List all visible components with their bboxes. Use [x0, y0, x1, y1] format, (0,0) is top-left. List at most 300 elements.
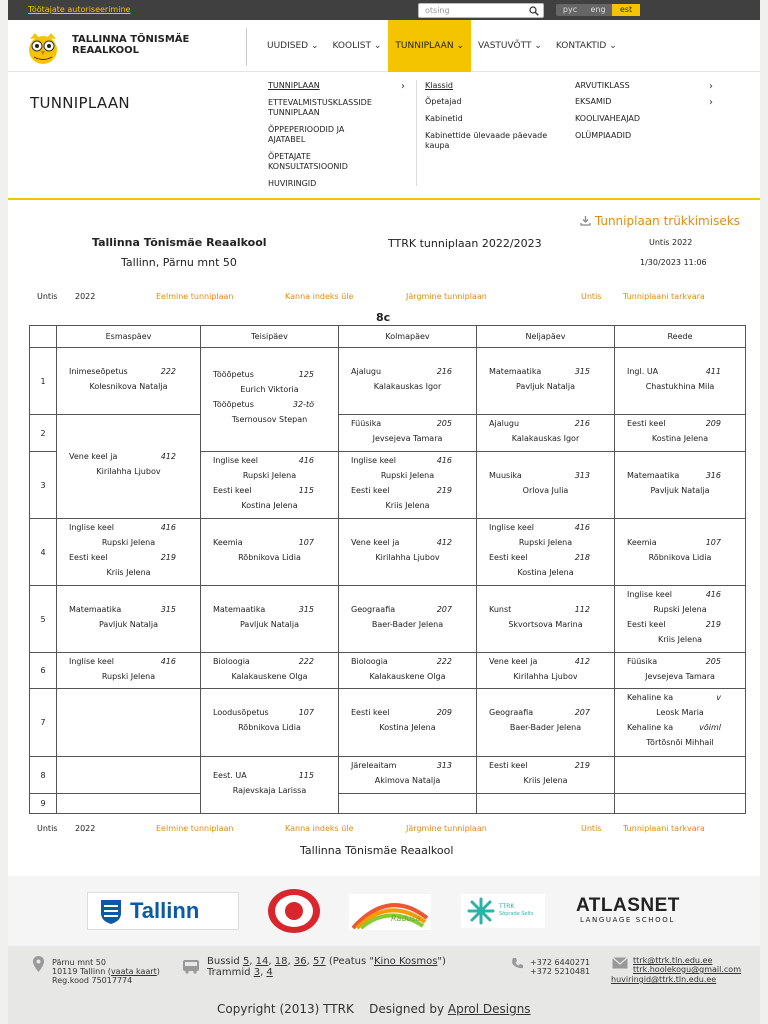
lesson-cell [477, 757, 615, 794]
next-timetable-link[interactable]: Järgmine tunniplaan [406, 292, 487, 301]
lesson-room: 416 [436, 456, 452, 465]
lesson-teacher: Tsernousov Stepan [231, 415, 308, 424]
lesson-cell [57, 415, 201, 519]
map-link[interactable]: vaata kaart [110, 967, 157, 976]
chevron-right-icon: › [709, 97, 713, 108]
lesson-teacher: Leosk Maria [656, 708, 704, 717]
bus-prefix: Bussid [207, 956, 240, 967]
lesson-cell [477, 348, 615, 415]
search-input[interactable] [418, 3, 544, 18]
chevron-right-icon: › [709, 81, 713, 92]
period-row [30, 415, 746, 452]
lesson-subject: Eesti keel [489, 553, 528, 562]
submenu-eksamid[interactable]: EKSAMID [575, 97, 612, 106]
lesson-subject: Füüsika [351, 419, 382, 428]
lesson-teacher: Kostina Jelena [379, 723, 436, 732]
lesson-subject: Matemaatika [69, 604, 122, 614]
nav-untis: Untis [37, 292, 58, 301]
lesson-room: 219 [574, 761, 590, 770]
submenu-opetajad[interactable]: Õpetajad [425, 97, 462, 106]
submenu-divider [416, 80, 417, 186]
submenu-klassid[interactable]: Klassid [425, 81, 454, 90]
lesson-room: v [716, 693, 721, 702]
chevron-down-icon: ⌄ [534, 41, 542, 51]
lesson-room: 412 [436, 537, 452, 547]
print-timetable-link[interactable] [580, 214, 740, 228]
mail-icon [612, 957, 628, 969]
lesson-cell [201, 586, 339, 653]
lesson-subject: Eest. UA [213, 770, 247, 780]
lesson-cell [201, 519, 339, 586]
lesson-subject: Matemaatika [489, 366, 542, 376]
lesson-room: 205 [436, 419, 452, 428]
lesson-teacher: Rõbnikova Lidia [238, 723, 301, 732]
chevron-down-icon: ⌄ [310, 41, 319, 51]
radusa-text: Radusa [391, 914, 421, 923]
submenu-kabinettide-2[interactable]: kaupa [425, 141, 450, 150]
lesson-teacher: Kirilahha Ljubov [96, 467, 161, 476]
radusa-logo[interactable] [349, 894, 431, 930]
period-row [30, 653, 746, 689]
lang-ru[interactable]: рус [562, 5, 578, 14]
lesson-teacher: Rajevskaja Larissa [232, 785, 307, 795]
map-pin-icon [33, 956, 44, 972]
lesson-teacher: Kriis Jelena [385, 501, 430, 510]
lesson-cell [57, 586, 201, 653]
submenu-huviringid[interactable]: HUVIRINGID [268, 179, 317, 188]
lesson-room: 416 [298, 456, 314, 465]
lang-en[interactable]: eng [590, 5, 606, 14]
tunniplaan-submenu [8, 72, 760, 200]
lesson-subject: Geograafia [351, 604, 396, 614]
tram-prefix: Trammid [207, 967, 251, 978]
lesson-room: 222 [436, 657, 452, 666]
bus-icon [182, 959, 200, 974]
atlasnet-logo[interactable] [576, 896, 686, 930]
lesson-cell [339, 653, 477, 689]
lesson-subject: Bioloogia [213, 657, 250, 666]
lesson-subject: Loodusõpetus [213, 708, 269, 717]
lesson-teacher: Akimova Natalja [374, 776, 441, 785]
tram-link[interactable]: 3 [253, 967, 261, 978]
lesson-cell [339, 519, 477, 586]
bus-link[interactable]: 14 [255, 956, 269, 967]
lesson-subject: Eesti keel [213, 486, 252, 495]
email-link[interactable]: huviringid@ttrk.tln.edu.ee [611, 975, 717, 984]
lang-et[interactable]: est [612, 4, 640, 16]
lesson-room: 219 [436, 486, 452, 495]
lesson-room: 416 [160, 523, 176, 532]
untis-link[interactable]: Untis [581, 292, 602, 301]
lesson-teacher: Rupski Jelena [518, 538, 573, 547]
lesson-room: 216 [436, 366, 452, 376]
day-header: Neljapäev [477, 326, 615, 348]
lesson-cell [615, 757, 746, 794]
bus-link[interactable]: 57 [312, 956, 326, 967]
lesson-cell [57, 348, 201, 415]
lesson-cell [615, 653, 746, 689]
period-row [30, 794, 746, 814]
email-link[interactable]: ttrk@ttrk.tln.edu.ee [633, 956, 713, 965]
bus-link[interactable]: 5 [242, 956, 250, 967]
lesson-subject: Bioloogia [351, 657, 388, 666]
lesson-room: 205 [705, 657, 721, 666]
sport-club-logo[interactable] [267, 888, 321, 934]
lesson-teacher: Kolesnikova Natalja [89, 381, 168, 391]
ttrk-friends-sub: Sõprade Selts [499, 911, 534, 917]
rainbow-icon [349, 894, 431, 930]
period-number: 9 [30, 794, 57, 814]
period-number: 5 [30, 586, 57, 653]
lesson-subject: Ajalugu [489, 419, 520, 428]
prev-timetable-link-bottom[interactable]: Eelmine tunniplaan [156, 824, 234, 833]
lesson-room: 313 [574, 470, 590, 480]
download-icon [580, 215, 591, 226]
nav-kontaktid[interactable] [549, 20, 624, 72]
lesson-subject: Vene keel ja [69, 452, 118, 461]
chevron-down-icon: ⌄ [373, 41, 382, 51]
tt-title: TTRK tunniplaan 2022/2023 [388, 237, 542, 250]
submenu-tunniplaan[interactable]: TUNNIPLAAN [268, 81, 320, 90]
lesson-teacher: Baer-Bader Jelena [509, 723, 582, 732]
lesson-subject: Geograafia [489, 708, 534, 717]
period-row [30, 348, 746, 415]
lesson-subject: Tööõpetus [213, 400, 254, 409]
sponsor-logos [8, 876, 760, 946]
lesson-room: 107 [298, 708, 314, 717]
footer-phone-1[interactable]: +372 6440271 [530, 958, 591, 967]
lesson-cell [477, 689, 615, 757]
lesson-teacher: Pavljuk Natalja [98, 619, 159, 629]
prev-timetable-link[interactable]: Eelmine tunniplaan [156, 292, 234, 301]
period-number: 8 [30, 757, 57, 794]
submenu-oppeperioodid-1[interactable]: ÕPPEPERIOODID JA [268, 125, 345, 134]
lesson-subject: Inglise keel [489, 523, 534, 532]
lesson-cell [201, 757, 339, 814]
class-title: 8c [376, 311, 391, 324]
lesson-room: 107 [705, 537, 721, 547]
address-city: 10119 Tallinn ( [52, 967, 111, 976]
lesson-cell [339, 794, 477, 814]
lesson-room: 218 [574, 553, 590, 562]
lesson-room: 222 [160, 366, 176, 376]
lesson-subject: Kehaline ka [627, 723, 674, 732]
lesson-subject: Keemia [213, 537, 243, 547]
tt-date: 1/30/2023 11:06 [640, 258, 707, 267]
lesson-teacher: Jevsejeva Tamara [372, 434, 443, 443]
lesson-cell [615, 519, 746, 586]
lesson-teacher: Kostina Jelena [517, 568, 574, 577]
period-row [30, 519, 746, 586]
software-link-bottom[interactable]: Tunniplaani tarkvara [623, 824, 705, 833]
footer [8, 946, 760, 1024]
lesson-room: võiml [699, 723, 721, 732]
index-link-bottom[interactable]: Kanna indeks üle [285, 824, 354, 833]
lesson-room: 219 [160, 553, 176, 562]
lesson-subject: Inimeseõpetus [69, 366, 128, 376]
chevron-right-icon: › [401, 81, 405, 92]
lesson-teacher: Kalakauskene Olga [231, 672, 308, 681]
software-link[interactable]: Tunniplaani tarkvara [623, 292, 705, 301]
address-paren: ) [156, 967, 160, 976]
lesson-cell [615, 689, 746, 757]
lesson-cell [339, 348, 477, 415]
index-link[interactable]: Kanna indeks üle [285, 292, 354, 301]
timetable-grid [29, 325, 746, 814]
day-header-row [30, 326, 746, 348]
stop-suffix: ") [437, 956, 446, 967]
submenu-ettevalmistus-2[interactable]: TUNNIPLAAN [268, 108, 320, 117]
lesson-cell [339, 452, 477, 519]
staff-login-link[interactable]: Töötajate autoriseerimine [28, 5, 131, 14]
period-number: 3 [30, 452, 57, 519]
atlasnet-sub: LANGUAGE SCHOOL [580, 916, 675, 924]
nav-label: TUNNIPLAAN [395, 41, 454, 51]
lesson-cell [57, 757, 201, 794]
day-header: Esmaspäev [57, 326, 201, 348]
untis-link-bottom[interactable]: Untis [581, 824, 602, 833]
footer-address-2 [52, 967, 160, 976]
lesson-room: 411 [705, 366, 721, 376]
lesson-cell [477, 452, 615, 519]
search-icon[interactable] [529, 6, 539, 16]
lesson-room: 112 [574, 604, 590, 614]
period-row [30, 757, 746, 794]
lesson-subject: Vene keel ja [489, 657, 538, 666]
footer-regcode: Reg.kood 75017774 [52, 976, 133, 985]
lesson-cell [615, 794, 746, 814]
footer-email-1[interactable] [633, 956, 712, 965]
lesson-teacher: Kalakauskas Igor [511, 434, 580, 443]
lesson-teacher: Rupski Jelena [380, 471, 435, 480]
nav-vastuvott[interactable] [471, 20, 549, 72]
search-placeholder: otsing [425, 6, 450, 15]
chevron-down-icon: ⌄ [456, 41, 464, 51]
submenu-arvutiklass[interactable]: ARVUTIKLASS [575, 81, 630, 90]
snowflake-icon [467, 897, 495, 925]
lesson-subject: Eesti keel [627, 620, 666, 629]
school-name[interactable] [72, 34, 232, 56]
lesson-subject: Matemaatika [213, 604, 266, 614]
lesson-subject: Tööõpetus [213, 370, 254, 379]
phone-icon [511, 957, 524, 970]
lesson-teacher: Kirilahha Ljubov [513, 672, 578, 681]
lesson-cell [339, 586, 477, 653]
period-number: 7 [30, 689, 57, 757]
lesson-cell [477, 794, 615, 814]
lesson-room: 412 [574, 657, 590, 666]
lesson-subject: Füüsika [627, 657, 658, 666]
lesson-room: 222 [298, 657, 314, 666]
footer-email-2[interactable] [633, 965, 741, 974]
lesson-subject: Eesti keel [351, 708, 390, 717]
day-header: Kolmapäev [339, 326, 477, 348]
lesson-room: 207 [574, 708, 590, 717]
submenu-title: TUNNIPLAAN [30, 94, 130, 112]
submenu-ettevalmistus-1[interactable]: ETTEVALMISTUSKLASSIDE [268, 98, 372, 107]
header [8, 20, 760, 72]
header-divider [246, 28, 247, 66]
lesson-room: 32-tö [292, 400, 314, 409]
tt-address: Tallinn, Pärnu mnt 50 [121, 256, 237, 269]
lesson-teacher: Pavljuk Natalja [650, 485, 710, 495]
footer-trams: Trammid 3, 4 [207, 967, 273, 978]
lesson-teacher: Pavljuk Natalja [515, 381, 576, 391]
footer-phone-2[interactable]: +372 5210481 [530, 967, 591, 976]
school-name-line2: REAALKOOL [72, 45, 140, 56]
bus-link[interactable]: 36 [293, 956, 307, 967]
submenu-kabinettide-1[interactable]: Kabinettide ülevaade päevade [425, 131, 548, 140]
lesson-room: 416 [705, 590, 721, 599]
nav-koolist[interactable] [326, 20, 389, 72]
nav-year: 2022 [75, 292, 96, 301]
lesson-teacher: Orlova Julia [522, 485, 569, 495]
lesson-cell [615, 586, 746, 653]
lesson-teacher: Kalakauskas Igor [373, 381, 442, 391]
lesson-cell [615, 415, 746, 452]
lesson-teacher: Rõbnikova Lidia [238, 552, 301, 562]
nav-label: KOOLIST [332, 41, 371, 51]
chevron-down-icon: ⌄ [609, 41, 617, 51]
lesson-teacher: Kriis Jelena [657, 635, 703, 644]
submenu-konsultatsioonid-2[interactable]: KONSULTATSIOONID [268, 162, 348, 171]
lesson-subject: Kunst [489, 604, 512, 614]
lesson-cell [477, 519, 615, 586]
lesson-teacher: Pavljuk Natalja [239, 619, 300, 629]
lesson-cell [201, 348, 339, 452]
lesson-subject: Matemaatika [627, 470, 680, 480]
period-number: 2 [30, 415, 57, 452]
lesson-subject: Eesti keel [627, 419, 666, 428]
print-link-label: Tunniplaan trükkimiseks [594, 214, 740, 228]
lesson-subject: Ajalugu [351, 366, 382, 376]
lesson-room: 207 [436, 604, 452, 614]
tt-school: Tallinna Tõnismäe Reaalkool [92, 236, 267, 249]
lesson-teacher: Kriis Jelena [523, 776, 568, 785]
lesson-subject: Inglise keel [69, 523, 114, 532]
tt-untis: Untis 2022 [649, 238, 693, 247]
nav-year-bottom: 2022 [75, 824, 96, 833]
lesson-cell [339, 757, 477, 794]
designed-by-text: Designed by [369, 1002, 445, 1016]
lesson-room: 412 [160, 452, 176, 461]
lesson-subject: Eesti keel [351, 486, 390, 495]
designer-link[interactable]: Aprol Designs [447, 1002, 531, 1016]
lesson-cell [339, 415, 477, 452]
lesson-subject: Kehaline ka [627, 693, 674, 702]
nav-uudised[interactable] [260, 20, 326, 72]
tram-link[interactable]: 4 [266, 967, 273, 978]
lesson-cell [57, 519, 201, 586]
lesson-room: 216 [574, 419, 590, 428]
tallinn-logo[interactable] [87, 892, 239, 930]
school-name-line1: TALLINNA TÕNISMÄE [72, 34, 190, 45]
lesson-room: 209 [705, 419, 721, 428]
copyright [217, 1002, 531, 1016]
bus-link[interactable]: 18 [274, 956, 288, 967]
period-number: 6 [30, 653, 57, 689]
next-timetable-link-bottom[interactable]: Järgmine tunniplaan [406, 824, 487, 833]
lesson-subject: Ingl. UA [627, 366, 659, 376]
lesson-cell [201, 653, 339, 689]
lesson-subject: Eesti keel [489, 761, 528, 770]
period-number: 4 [30, 519, 57, 586]
tt-footer-school: Tallinna Tõnismäe Reaalkool [300, 844, 454, 857]
lesson-room: 416 [574, 523, 590, 532]
submenu-koolivaheajad[interactable]: KOOLIVAHEAJAD [575, 114, 641, 123]
lesson-subject: Keemia [627, 537, 657, 547]
lesson-room: 219 [705, 620, 721, 629]
lesson-subject: Inglise keel [213, 456, 258, 465]
lesson-teacher: Kostina Jelena [651, 434, 709, 443]
lesson-teacher: Rupski Jelena [653, 605, 707, 614]
lesson-teacher: Eurich Viktoria [240, 385, 299, 394]
submenu-kabinetid[interactable]: Kabinetid [425, 114, 463, 123]
period-number: 1 [30, 348, 57, 415]
lesson-room: 209 [436, 708, 452, 717]
nav-tunniplaan[interactable] [388, 20, 471, 72]
lesson-teacher: Rupski Jelena [101, 672, 156, 681]
lesson-room: 107 [298, 537, 314, 547]
submenu-olumpiaadid[interactable]: OLÜMPIAADID [575, 131, 632, 140]
period-row [30, 689, 746, 757]
footer-email-3[interactable] [611, 975, 716, 984]
lesson-cell [339, 689, 477, 757]
lesson-subject: Vene keel ja [351, 537, 400, 547]
lesson-subject: Eesti keel [69, 553, 108, 562]
day-header: Reede [615, 326, 746, 348]
nav-untis-bottom: Untis [37, 824, 58, 833]
lesson-cell [477, 653, 615, 689]
email-link[interactable]: ttrk.hoolekogu@gmail.com [633, 965, 741, 974]
ttrk-friends-logo[interactable] [461, 894, 545, 928]
lesson-teacher: Kriis Jelena [106, 568, 151, 577]
lesson-cell [201, 452, 339, 519]
lesson-subject: Inglise keel [351, 456, 396, 465]
timetable-content [8, 200, 760, 876]
ttrk-friends-title: TTRK [499, 903, 515, 910]
lesson-subject: Inglise keel [627, 590, 672, 599]
lesson-teacher: Tõrtõsnõi Mihhail [646, 738, 714, 747]
lesson-subject: Inglise keel [69, 657, 114, 666]
lesson-teacher: Rupski Jelena [101, 538, 156, 547]
submenu-konsultatsioonid-1[interactable]: ÕPETAJATE [268, 152, 311, 161]
lesson-teacher: Kirilahha Ljubov [375, 552, 440, 562]
lesson-cell [57, 794, 201, 814]
lesson-teacher: Skvortsova Marina [508, 619, 583, 629]
nav-label: VASTUVÕTT [477, 41, 532, 51]
tallinn-logo-text: Tallinn [130, 898, 200, 923]
lesson-teacher: Rõbnikova Lidia [648, 552, 712, 562]
corner-cell [30, 326, 57, 348]
lesson-cell [477, 586, 615, 653]
owl-logo[interactable] [25, 29, 61, 65]
top-bar [8, 0, 760, 20]
lesson-room: 315 [574, 366, 590, 376]
lesson-room: 315 [298, 604, 314, 614]
lesson-cell [57, 689, 201, 757]
lesson-teacher: Kalakauskene Olga [369, 672, 446, 681]
stop-prefix: (Peatus " [328, 956, 374, 967]
lesson-room: 115 [298, 770, 314, 780]
lesson-room: 125 [298, 370, 314, 379]
lesson-room: 316 [705, 470, 721, 480]
atlasnet-title: ATLASNET [576, 895, 680, 916]
lesson-room: 416 [160, 657, 176, 666]
submenu-oppeperioodid-2[interactable]: AJATABEL [268, 135, 306, 144]
nav-label: KONTAKTID [555, 41, 607, 51]
stop-link[interactable]: Kino Kosmos [373, 956, 438, 967]
